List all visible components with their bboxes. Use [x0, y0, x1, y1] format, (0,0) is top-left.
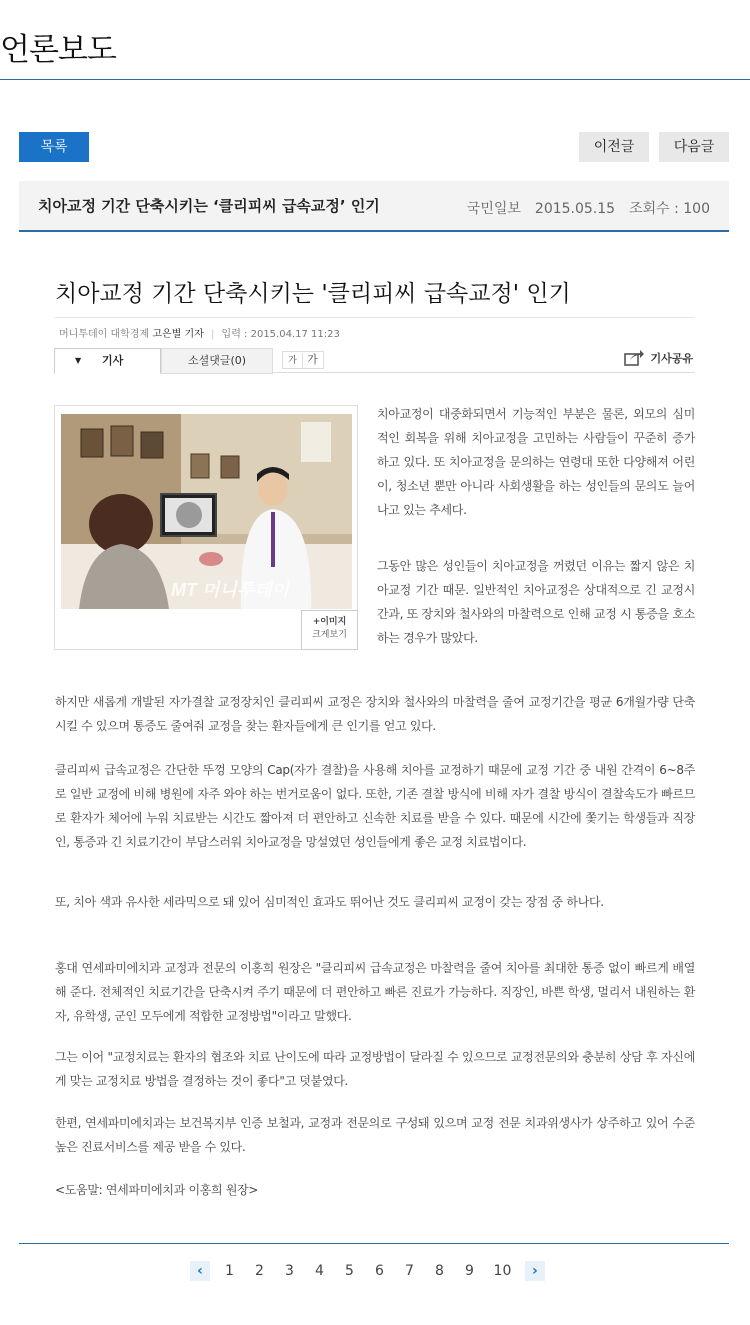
article-reporter: 고은별 기자 [152, 329, 204, 340]
chevron-left-icon[interactable]: ‹ [190, 1261, 210, 1281]
font-size-controls [282, 351, 324, 369]
share-button[interactable] [624, 349, 693, 369]
prev-post-button[interactable]: 이전글 [579, 132, 649, 162]
font-decrease-button[interactable]: 가 [283, 353, 303, 369]
page-title: 언론보도 [0, 32, 116, 68]
watermark-text: MT 머니투데이 [171, 580, 289, 600]
page-link[interactable]: 4 [314, 1263, 324, 1279]
caret-down-icon: ▼ [75, 356, 82, 365]
article-paragraph: 홍대 연세파미에치과 교정과 전문의 이홍희 원장은 "클리피씨 급속교정은 마찰력을 줄여 치아를 최대한 통증 없이 빠르게 배열해 준다. 전체적인 치료기간을 단축시켜 주기 때문에 더 편안하고 빠른 진료가 가능하다. 직장인, 바쁜 학생, 멀리서 내원하는 환자, 유학생, 군인 모두에게 적합한 교정방법"이라고 말했다. [55, 961, 695, 1023]
pagination [190, 1261, 545, 1283]
enlarge-line1: +이미지 [312, 617, 347, 627]
article-tab-row [54, 348, 695, 373]
article-paragraph: 그는 이어 "교정치료는 환자의 협조와 치료 난이도에 따라 교정방법이 달라질 수 있으므로 교정전문의와 충분히 상담 후 자신에게 맞는 교정치료 방법을 결정하는 것이 좋다"고 덧붙였다. [55, 1050, 695, 1088]
page-link[interactable]: 10 [493, 1263, 512, 1279]
article-paragraph: 클리피씨 급속교정은 간단한 뚜껑 모양의 Cap(자가 결찰)을 사용해 치아를 교정하기 때문에 교정 기간 중 내원 간격이 6~8주로 일반 교정에 비해 병원에 자주 와야 하는 번거로움이 없다. 또한, 기존 결찰 방식에 비해 자가 결찰 방식이 결찰속도가 빠르므로 환자가 체어에 누워 치료받는 시간도 짧아져 더 편안하고 신속한 치료를 받을 수 있다. 때문에 시간에 쫓기는 학생들과 직장인, 통증과 긴 치료기간이 부담스러워 치아교정을 망설였던 성인들에게 좋은 교정 치료법이다. [55, 763, 695, 849]
article-paragraph: 하지만 새롭게 개발된 자가결찰 교정장치인 클리피씨 교정은 장치와 철사와의 마찰력을 줄여 교정기간을 평균 6개월가량 단축시킬 수 있으며 통증도 줄여줘 교정을 찾는 환자들에게 큰 인기를 얻고 있다. [55, 695, 695, 733]
tab-article[interactable] [54, 348, 161, 374]
chevron-right-icon[interactable]: › [525, 1261, 545, 1281]
bottom-divider [19, 1243, 729, 1244]
page-link[interactable]: 2 [254, 1263, 264, 1279]
article-published: 입력 : 2015.04.17 11:23 [221, 329, 340, 340]
article-photo-box [54, 405, 358, 650]
page-link[interactable]: 6 [374, 1263, 384, 1279]
list-button[interactable]: 목록 [19, 132, 89, 162]
article-photo[interactable] [61, 414, 352, 609]
enlarge-line2: 크게보기 [312, 630, 347, 640]
post-date: 2015.05.15 [534, 201, 616, 217]
byline-separator: | [210, 329, 215, 340]
next-post-button[interactable]: 다음글 [659, 132, 729, 162]
post-meta [453, 198, 710, 218]
share-label: 기사공유 [650, 352, 693, 365]
article-paragraph: 또, 치아 색과 유사한 세라믹으로 돼 있어 심미적인 효과도 뛰어난 것도 클리피씨 교정이 갖는 장점 중 하나다. [55, 895, 604, 909]
tab-article-label: 기사 [102, 354, 124, 367]
share-icon [624, 349, 644, 369]
font-increase-button[interactable]: 가 [307, 353, 318, 366]
page-link[interactable]: 3 [284, 1263, 294, 1279]
article-outlet: 머니투데이 대학경제 [59, 329, 150, 340]
article-title-divider [55, 317, 695, 318]
post-views: 조회수 : 100 [629, 201, 710, 217]
page-link[interactable]: 1 [224, 1263, 234, 1279]
tab-social-comments[interactable]: 소셜댓글(0) [161, 348, 273, 374]
title-divider [0, 79, 750, 80]
post-header-bar [19, 181, 729, 232]
page-link[interactable]: 7 [404, 1263, 414, 1279]
article-paragraph: 치아교정이 대중화되면서 기능적인 부분은 물론, 외모의 심미적인 회복을 위해 치아교정을 고민하는 사람들이 꾸준히 증가하고 있다. 또 치아교정을 문의하는 연령대 또한 다양해져 어린이, 청소년 뿐만 아니라 사회생활을 하는 성인들의 문의도 늘어나고 있는 추세다. [377, 407, 695, 517]
page-link[interactable]: 5 [344, 1263, 354, 1279]
article-paragraph: 그동안 많은 성인들이 치아교정을 꺼렸던 이유는 짧지 않은 치아교정 기간 때문. 일반적인 치아교정은 상대적으로 긴 교정시간과, 또 장치와 철사와의 마찰력으로 인해 교정 시 통증을 호소하는 경우가 많았다. [377, 559, 695, 645]
article-title: 치아교정 기간 단축시키는 '클리피씨 급속교정' 인기 [55, 281, 571, 307]
post-source: 국민일보 [466, 201, 521, 217]
article-paragraph: 한편, 연세파미에치과는 보건복지부 인증 보철과, 교정과 전문의로 구성돼 있으며 교정 전문 치과위생사가 상주하고 있어 수준 높은 진료서비스를 제공 받을 수 있다. [55, 1116, 695, 1154]
article-source-note: <도움말: 연세파미에치과 이홍희 원장> [55, 1183, 259, 1197]
page-link[interactable]: 9 [464, 1263, 474, 1279]
page-link[interactable]: 8 [434, 1263, 444, 1279]
article-byline [59, 325, 340, 340]
enlarge-image-button[interactable] [301, 610, 358, 650]
post-title: 치아교정 기간 단축시키는 ‘클리피씨 급속교정’ 인기 [38, 197, 380, 215]
